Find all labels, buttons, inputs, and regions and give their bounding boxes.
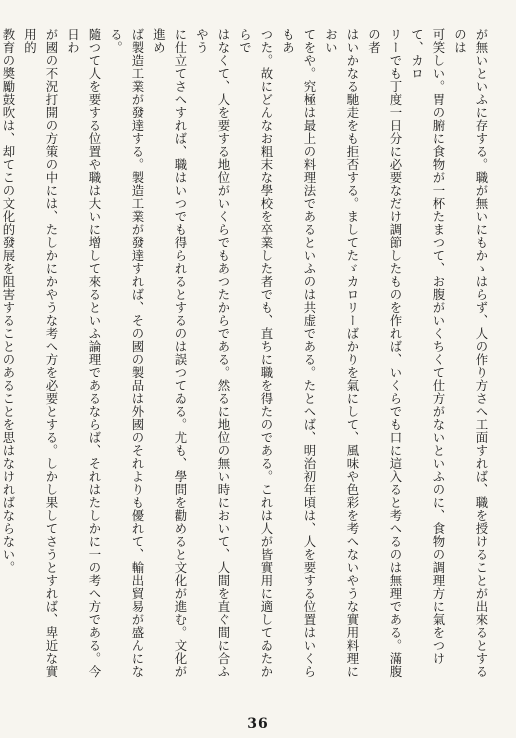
text-column: 教育の奬勵鼓吹は、却てこの文化的發展を阻害することのあることを思はなければならない。 <box>1 28 16 574</box>
text-column: ば製造工業が發達する。製造工業が發達すれば、その國の製品は外國のそれよりも優れて、輸出貿易が盛んになる。 <box>108 28 145 678</box>
text-column: が國の不況打開の方策の中には、たしかにかやうな考へ方を必要とする。しかし果してさうとすれば、卑近な實用的 <box>22 28 59 678</box>
text-column: てをや。究極は最上の料理法であるといふのは共虚である。たとへば、明治初年頃は、人を要する位置はいくらもあ <box>280 28 317 678</box>
text-column: リーでも丁度一日分に必要なだけ調節したものを作れば、いくらでも口に這入ると考へるのは無理である。滿腹の者 <box>366 28 403 678</box>
text-column: はなくて、人を要する地位がいくらでもあつたからである。然るに地位の無い時において、人間を直ぐ間に合ふやう <box>194 28 231 678</box>
text-column: に仕立てさへすれば、職はいつでも得られるとするのは誤つてゐる。尤も、學問を勸めると文化が進む。文化が進め <box>151 28 188 678</box>
text-column: が無いといふに存する。職が無いにもかゝはらず、人の作り方さへ工面すれば、職を授けることが出來るとするのは <box>452 28 489 678</box>
text-column: つた。故にどんなお粗末な學校を卒業した者でも、直ちに職を得たのである。これは人が皆實用に適してゐたからで <box>237 28 274 678</box>
text-column: はいかなる馳走をも拒否する。ましてたゞカロリーばかりを氣にして、風味や色彩を考へないやうな實用料理におい <box>323 28 360 678</box>
body-text <box>1 28 492 690</box>
text-column: 可笑しい。胃の腑に食物が一杯たまつて、お腹がいくちくて仕方がないといふのに、食物の調理方に氣をつけて、カロ <box>409 28 446 665</box>
page-number: 36 <box>247 716 269 732</box>
text-column: 隨つて人を要する位置や職は大いに增して來るといふ論理であるならば、それはたしかに一の考へ方である。今日わ <box>65 28 102 678</box>
